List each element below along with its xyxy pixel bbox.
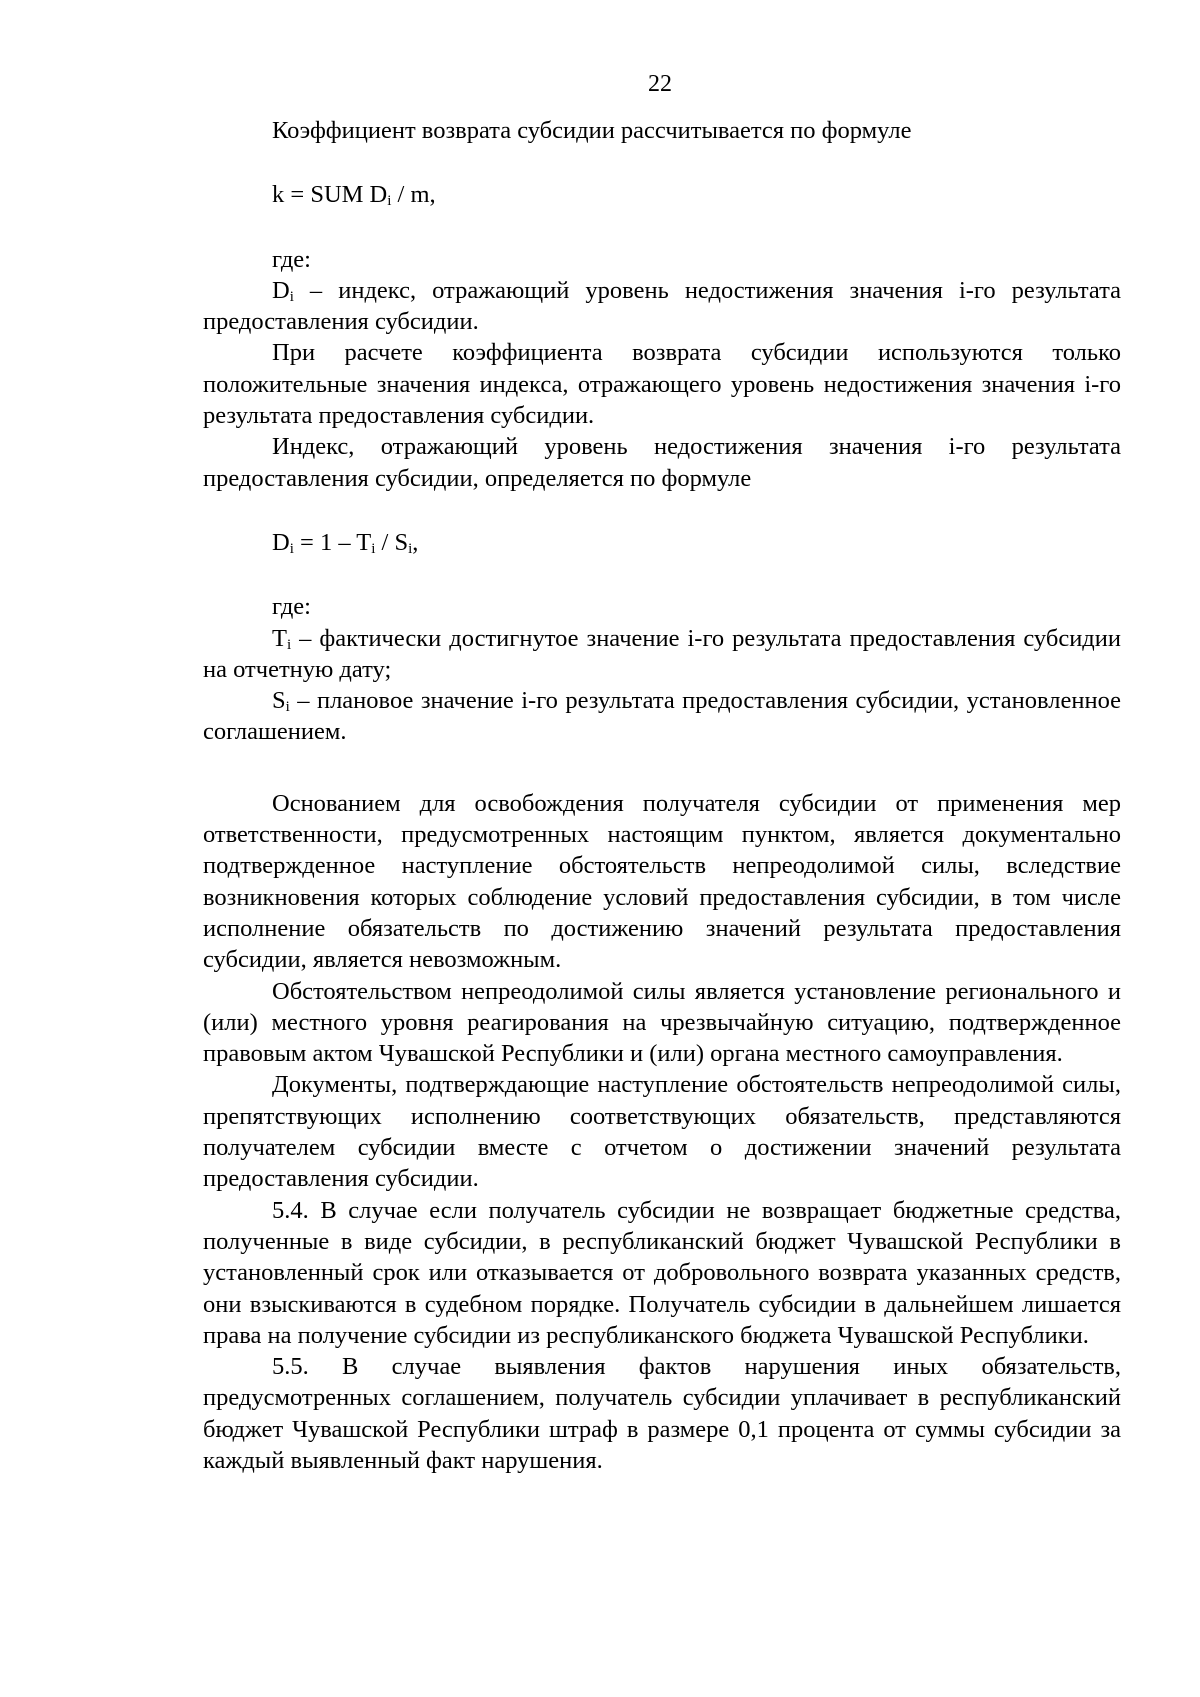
formula-k-right: / m, [391, 181, 436, 209]
paragraph-force-majeure-documents: Документы, подтверждающие наступление обстоятельств непреодолимой силы, препятствующих исполнению соответствующих обязательств, представляются получателем субсидии вместе с отчетом о достижении значений результата предоставления субсидии. [203, 1071, 1121, 1193]
definition-ti-symbol: T [272, 624, 287, 652]
formula-d-div: / S [375, 528, 409, 556]
paragraph-force-majeure-basis: Основанием для освобождения получателя субсидии от применения мер ответственности, предусмотренных настоящим пунктом, является документально подтвержденное наступление обстоятельств непреодолимой силы, вследствие возникновения которых соблюдение условий предоставления субсидии, в том числе исполнение обязательств по достижению значений результата предоставления субсидии, является невозможным. [203, 789, 1121, 974]
paragraph-force-majeure-definition: Обстоятельством непреодолимой силы является установление регионального и (или) местного уровня реагирования на чрезвычайную ситуацию, подтвержденное правовым актом Чувашской Республики и (или) органа местного самоуправления. [203, 977, 1121, 1068]
paragraph-coefficient-intro: Коэффициент возврата субсидии рассчитывается по формуле [272, 117, 912, 144]
paragraph-positive-values: При расчете коэффициента возврата субсидии используются только положительные значения индекса, отражающего уровень недостижения значения i-го результата предоставления субсидии. [203, 339, 1121, 430]
where-label-1: где: [272, 245, 311, 273]
document-body [203, 115, 1121, 1476]
definition-di [203, 275, 1121, 338]
definition-ti-text: – фактически достигнутое значение i-го результата предоставления субсидии на отчетную дату; [203, 624, 1121, 683]
formula-k [203, 179, 1121, 210]
formula-s-sub: i [408, 540, 413, 557]
definition-ti [203, 623, 1121, 686]
paragraph-clause-5-4: 5.4. В случае если получатель субсидии не возвращает бюджетные средства, полученные в виде субсидии, в республиканский бюджет Чувашской Республики в установленный срок или отказывается от добровольного возврата указанных средств, они взыскиваются в судебном порядке. Получатель субсидии в дальнейшем лишается права на получение субсидии из республиканского бюджета Чувашской Республики. [203, 1196, 1121, 1349]
formula-d-end: , [412, 528, 419, 556]
definition-si [203, 685, 1121, 748]
definition-di-symbol: D [272, 276, 290, 304]
paragraph-clause-5-5: 5.5. В случае выявления фактов нарушения иных обязательств, предусмотренных соглашением, получатель субсидии уплачивает в республиканский бюджет Чувашской Республики штраф в размере 0,1 процента от суммы субсидии за каждый выявленный факт нарушения. [203, 1353, 1121, 1474]
formula-t-sub: i [371, 540, 376, 557]
formula-k-left: k = SUM D [272, 181, 388, 209]
definition-si-text: – плановое значение i-го результата предоставления субсидии, установленное соглашением. [203, 687, 1121, 746]
formula-d-eq: = 1 – T [293, 528, 372, 556]
definition-di-text: – индекс, отражающий уровень недостижения значения i-го результата предоставления субсидии. [203, 276, 1121, 336]
formula-k-sub: i [387, 193, 392, 210]
where-label-2: где: [272, 593, 311, 621]
definition-ti-sub: i [286, 636, 292, 653]
formula-d-sub: i [289, 540, 294, 557]
page-number: 22 [648, 71, 672, 97]
formula-d-symbol: D [272, 528, 290, 556]
definition-si-symbol: S [272, 687, 286, 715]
definition-si-sub: i [285, 699, 290, 716]
definition-di-sub: i [289, 288, 294, 305]
paragraph-index-formula-intro: Индекс, отражающий уровень недостижения значения i-го результата предоставления субсидии, определяется по формуле [203, 433, 1121, 492]
formula-d [203, 527, 1121, 558]
